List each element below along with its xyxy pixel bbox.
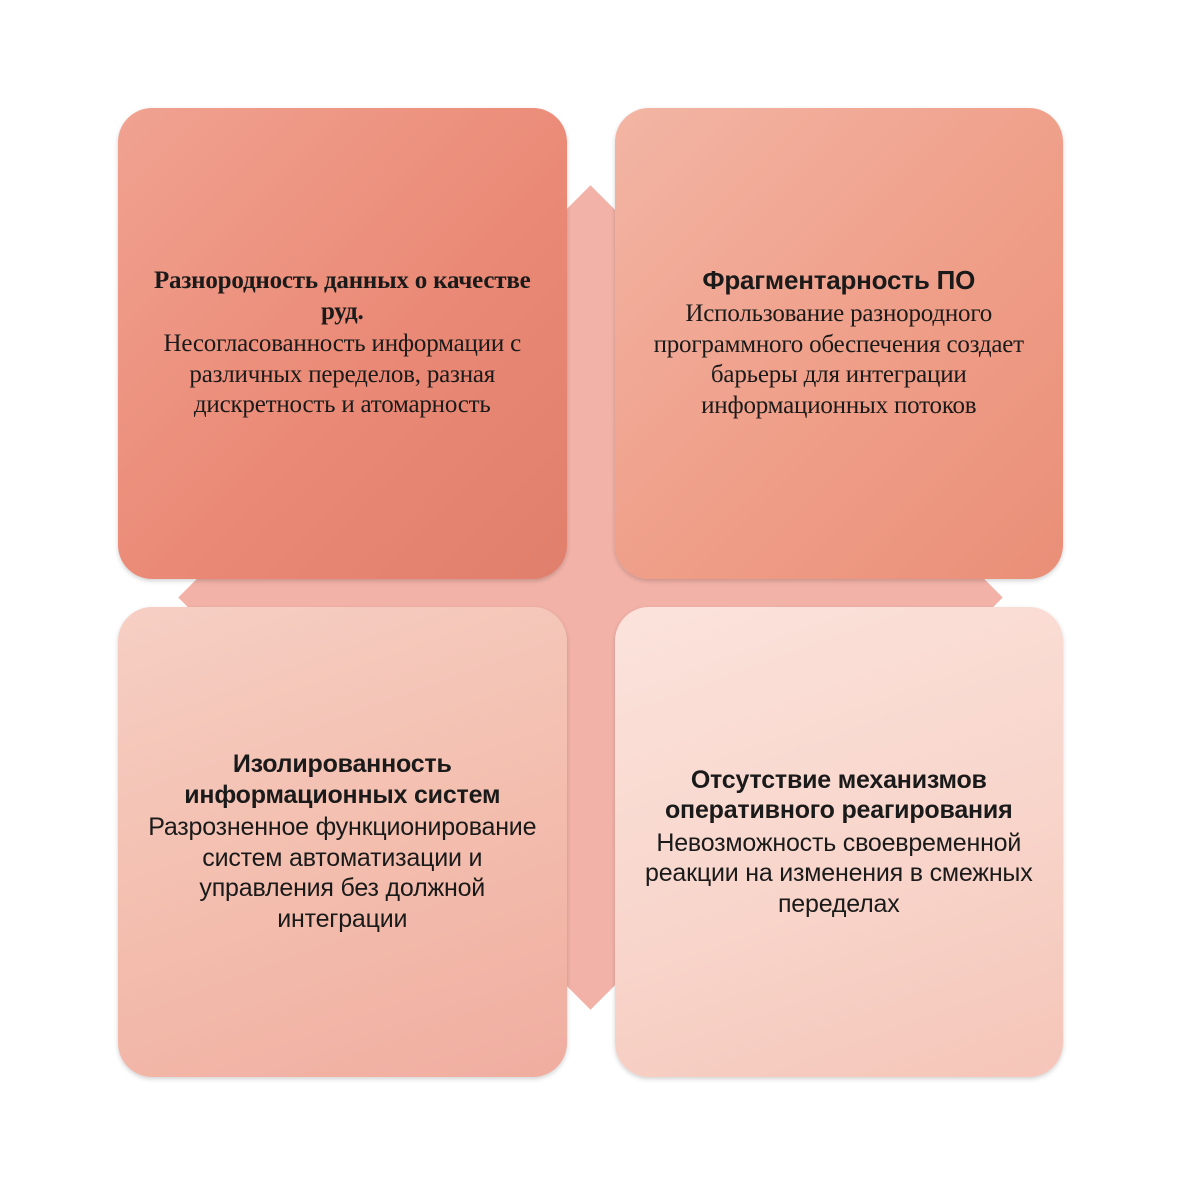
card-body: Невозможность своевременной реакции на изменения в смежных переделах xyxy=(644,828,1033,918)
card-body: Использование разнородного программного обеспечения создает барьеры для интеграции информационных потоков xyxy=(653,300,1024,419)
quadrant-card-top-right[interactable] xyxy=(615,108,1064,579)
quadrant-card-bottom-left[interactable] xyxy=(118,607,567,1078)
card-body: Разрозненное функционирование систем автоматизации и управления без должной интеграции xyxy=(148,813,537,933)
quadrant-card-top-left[interactable] xyxy=(118,108,567,579)
card-body: Несогласованность информации с различных переделов, разная дискретность и атомарность xyxy=(163,330,521,418)
card-title: Фрагментарность ПО xyxy=(702,265,976,296)
card-title: Разнородность данных о качестве руд. xyxy=(153,267,531,325)
quadrant-card-bottom-right[interactable] xyxy=(615,607,1064,1078)
card-title: Изолированность информационных систем xyxy=(184,750,501,809)
card-title: Отсутствие механизмов оперативного реагирования xyxy=(664,765,1013,824)
